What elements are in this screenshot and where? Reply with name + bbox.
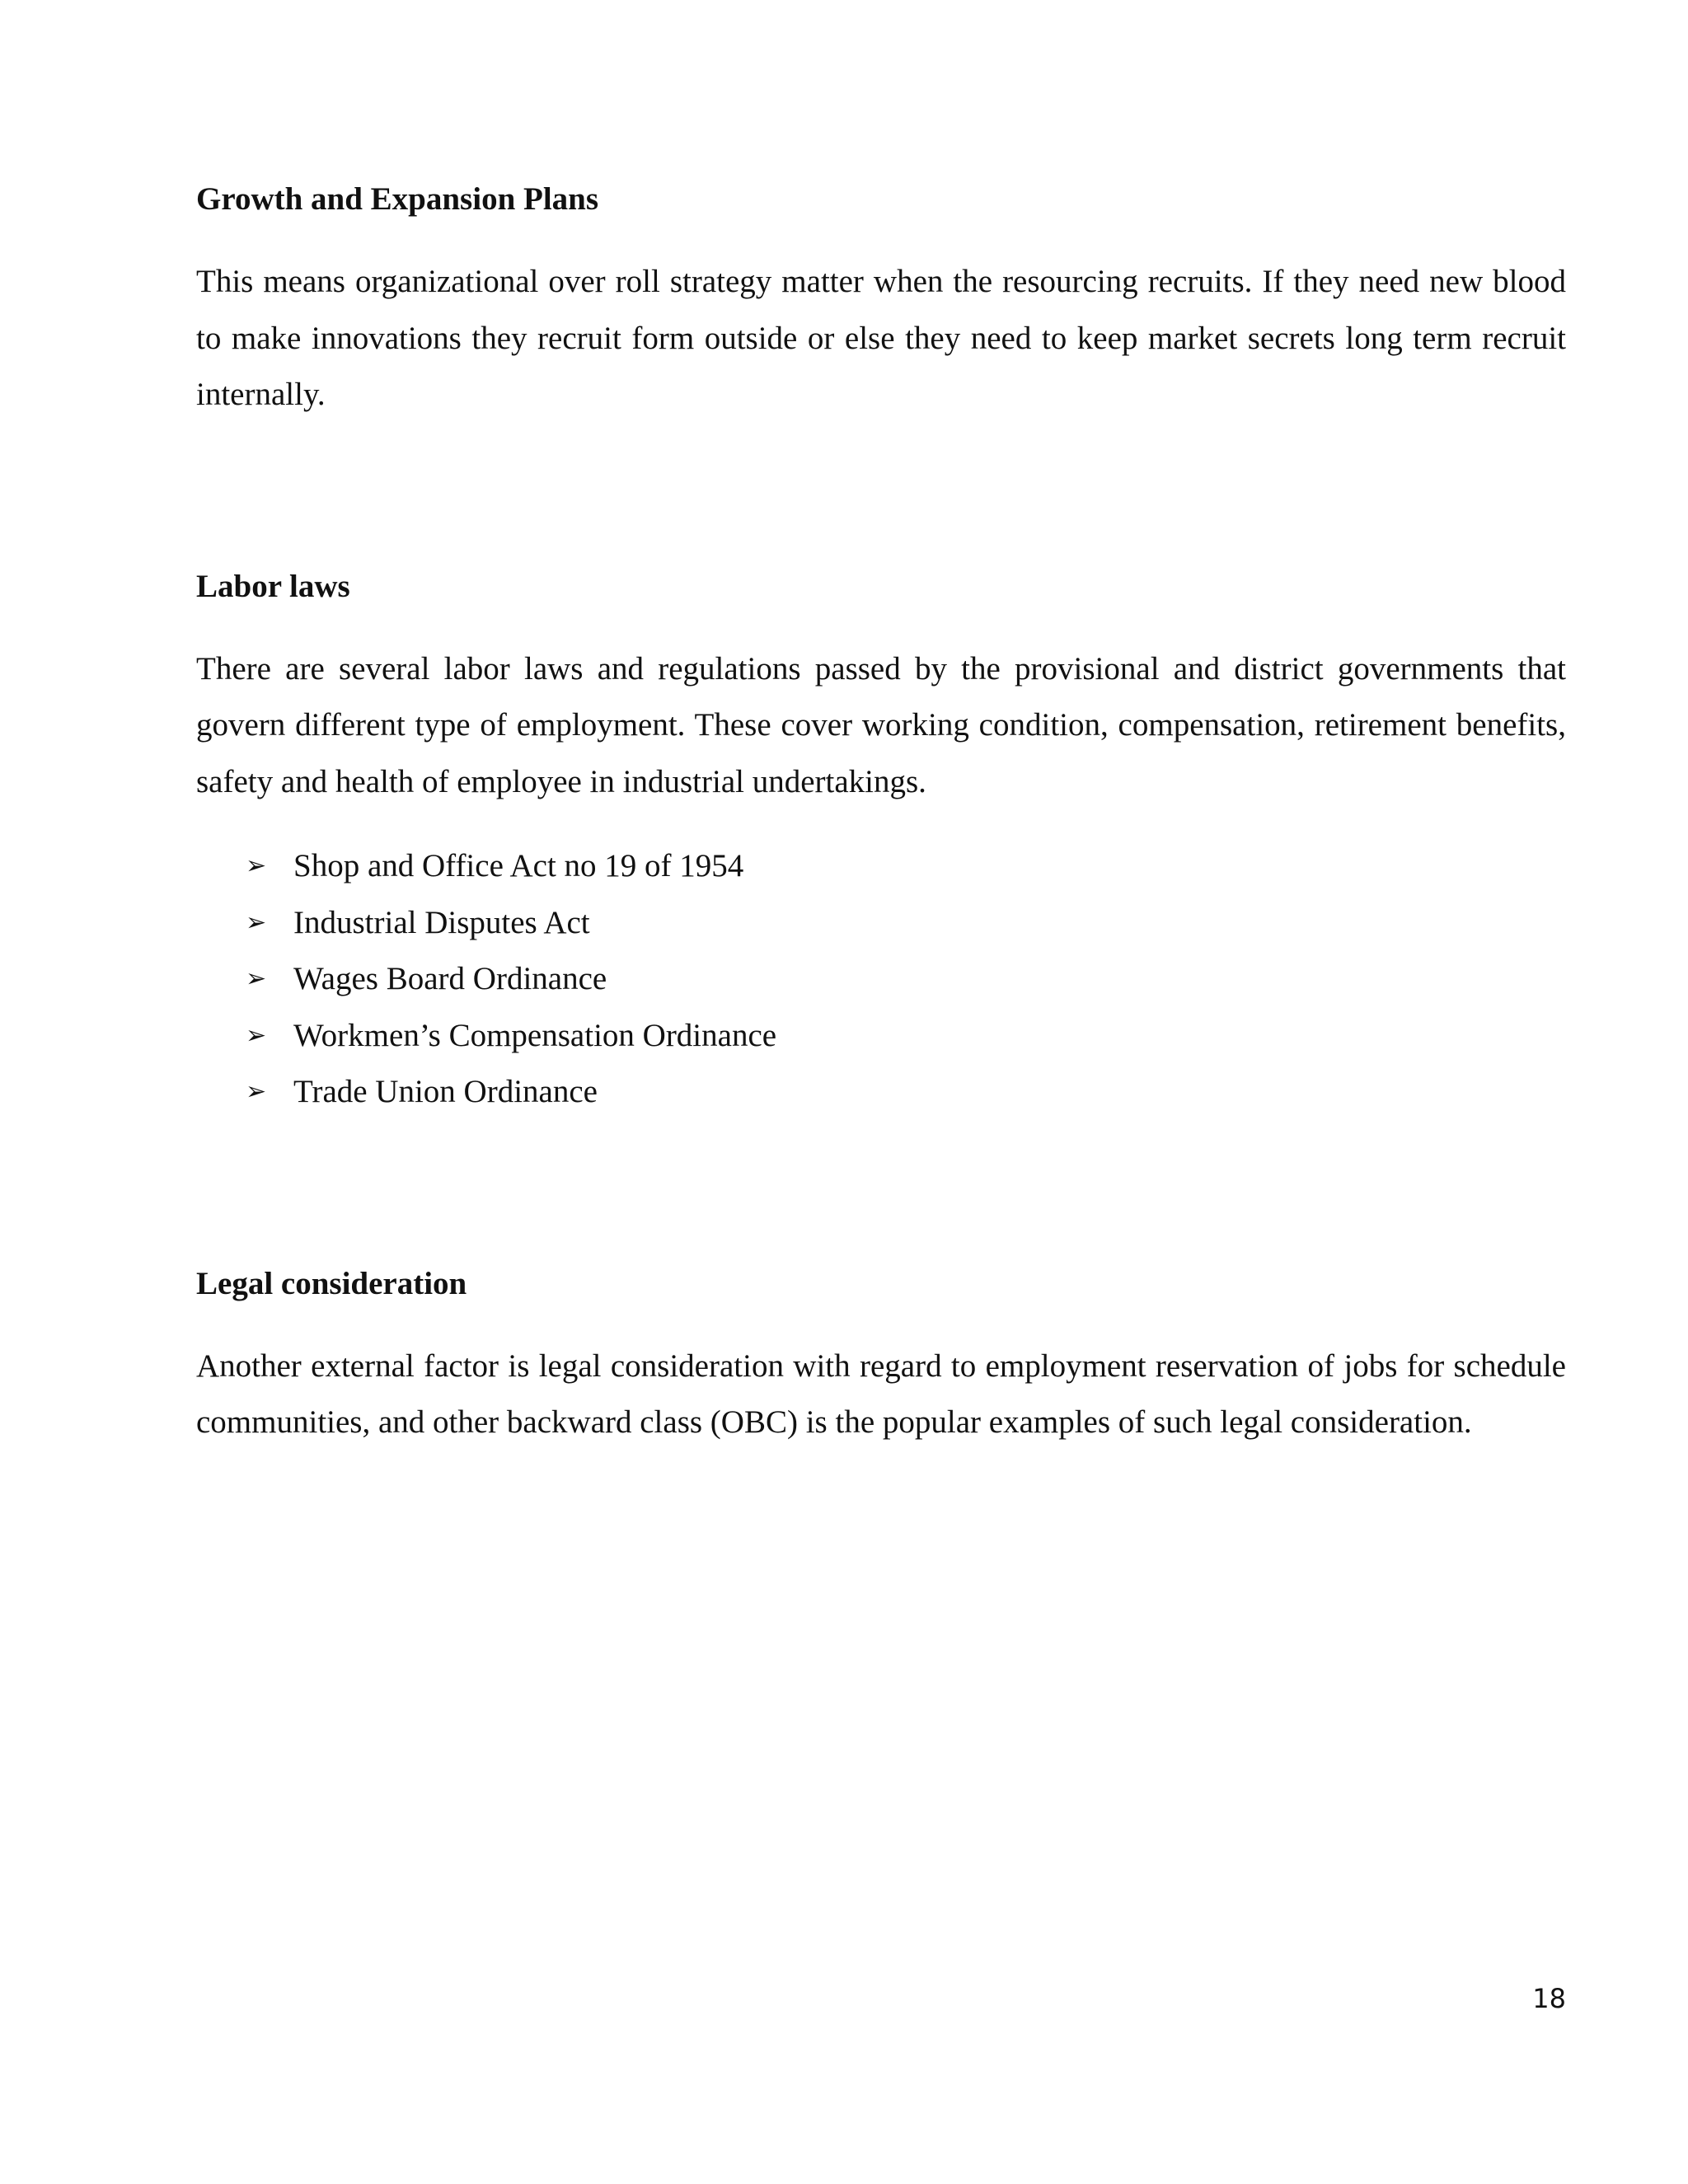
section-heading-legal: Legal consideration (196, 1265, 467, 1301)
list-item (246, 1064, 1566, 1121)
section-heading-growth: Growth and Expansion Plans (196, 181, 599, 217)
arrowhead-bullet-icon: ➢ (246, 851, 267, 880)
labor-laws-list (196, 838, 1566, 1121)
list-item (246, 895, 1566, 952)
list-item (246, 1008, 1566, 1065)
page-content (196, 171, 1566, 1451)
arrowhead-bullet-icon: ➢ (246, 1020, 267, 1050)
list-item (246, 838, 1566, 895)
list-item-label: Workmen’s Compensation Ordinance (293, 1017, 777, 1053)
list-item-label: Trade Union Ordinance (293, 1074, 598, 1109)
page-number: 18 (1532, 1983, 1566, 2014)
arrowhead-bullet-icon: ➢ (246, 964, 267, 993)
list-item (246, 951, 1566, 1008)
list-item-label: Wages Board Ordinance (293, 961, 607, 996)
arrowhead-bullet-icon: ➢ (246, 907, 267, 937)
arrowhead-bullet-icon: ➢ (246, 1077, 267, 1106)
section-paragraph-growth: This means organizational over roll strategy matter when the resourcing recruits. If they need new blood to make innovations they recruit form outside or else they need to keep market secrets long term recruit internally. (196, 264, 1566, 412)
section-paragraph-labor-laws: There are several labor laws and regulations passed by the provisional and district governments that govern different type of employment. These cover working condition, compensation, retirement benefits, safety and health of employee in industrial undertakings. (196, 650, 1566, 799)
section-paragraph-legal: Another external factor is legal consideration with regard to employment reservation of jobs for schedule communities, and other backward class (OBC) is the popular examples of such legal consideration. (196, 1347, 1566, 1440)
list-item-label: Industrial Disputes Act (293, 904, 590, 940)
list-item-label: Shop and Office Act no 19 of 1954 (293, 848, 744, 883)
section-heading-labor-laws: Labor laws (196, 568, 350, 604)
